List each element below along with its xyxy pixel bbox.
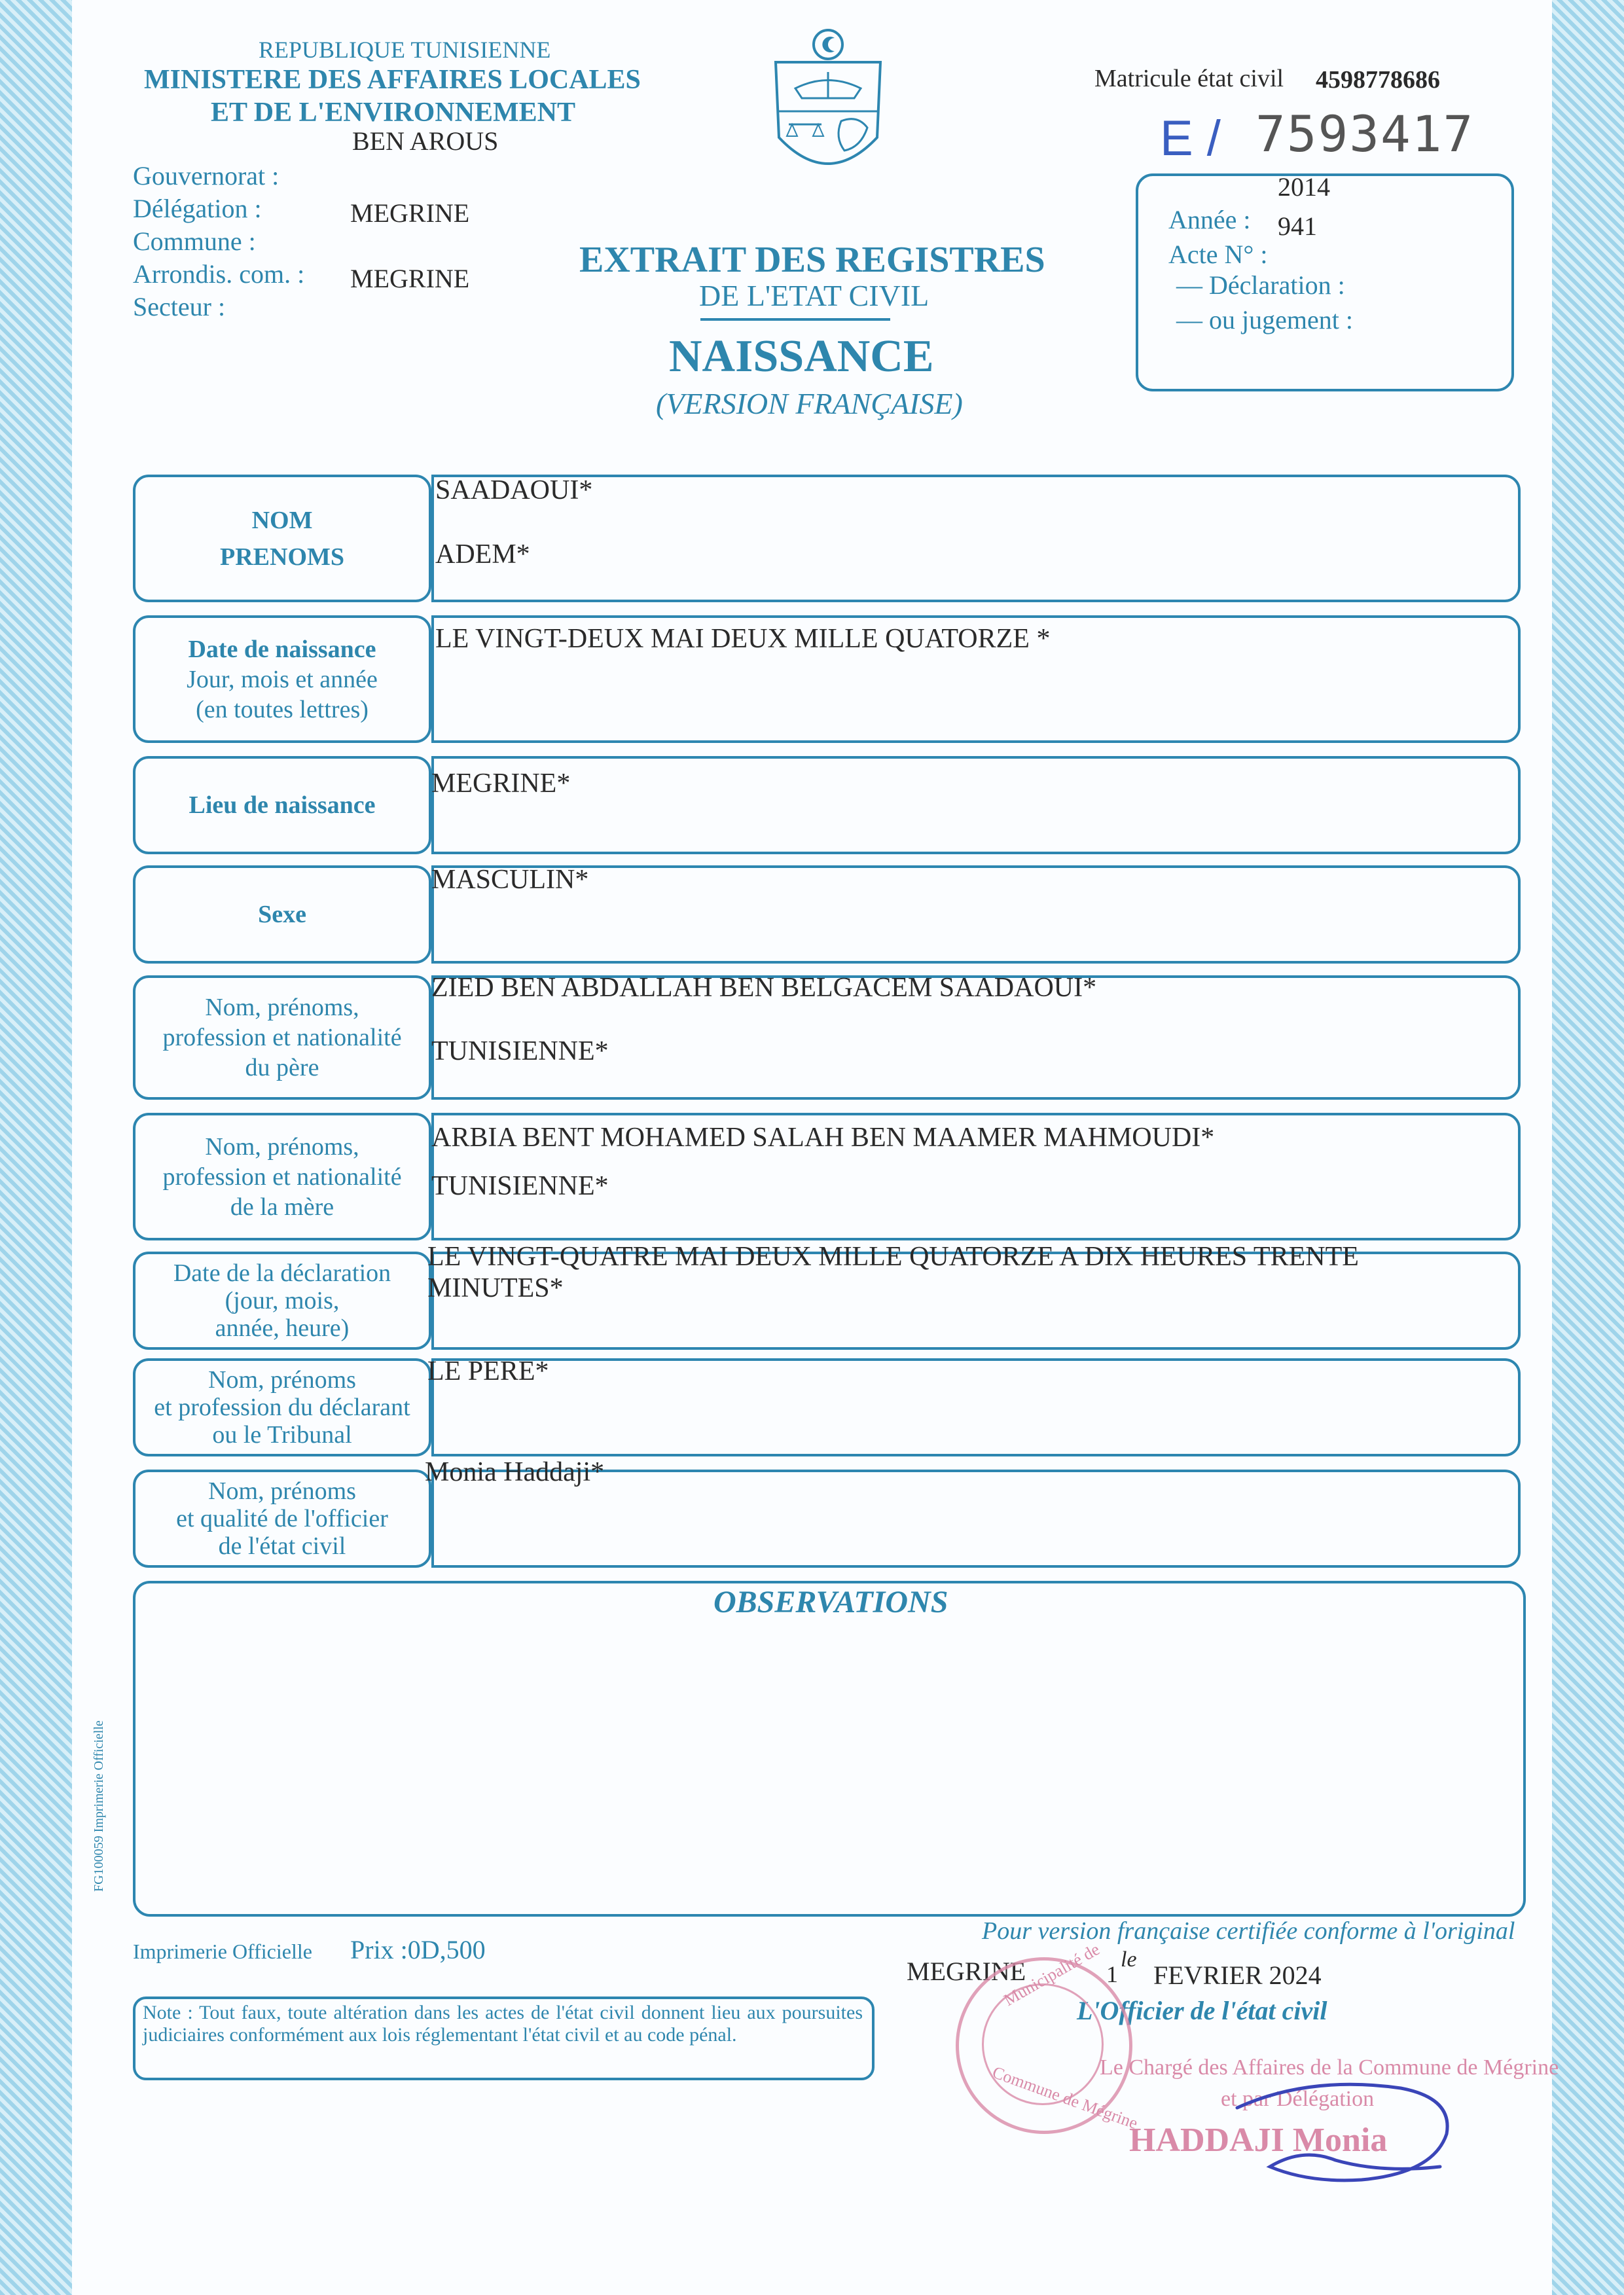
arrondis-value: MEGRINE [350,264,470,293]
title-extrait: EXTRAIT DES REGISTRES [579,240,1045,280]
date-day-value: 1 [1106,1961,1118,1987]
note-text: Note : Tout faux, toute altération dans les actes de l'état civil donnent lieu aux poursuites judiciaires conformément aux lois réglementant l'état civil et au code pénal. [143,2002,863,2046]
gouvernorat-label: Gouvernorat : [133,161,280,190]
row-label [133,615,431,743]
label-line: Jour, mois et année [187,665,378,693]
jugement-label: — ou jugement : [1176,305,1353,334]
date-value: FEVRIER 2024 [1153,1961,1322,1990]
label-line: année, heure) [215,1314,350,1342]
row-declarant [133,1358,1521,1456]
governorate-value: BEN AROUS [352,126,499,156]
serial-number: 7593417 [1255,105,1475,163]
printer-side-label: FG100059 Imprimerie Officielle [92,1720,106,1892]
coat-of-arms-emblem [763,26,893,196]
row-label [133,1252,431,1350]
row-date-naissance [133,615,1521,743]
acte-label: Acte N° : [1168,240,1268,269]
nom-value: SAADAOUI* [435,475,593,505]
row-nom-prenoms [133,475,1521,602]
matricule-value: 4598778686 [1316,66,1440,94]
observations-box [133,1581,1526,1917]
annee-label: Année : [1168,205,1251,234]
label-line: Date de naissance [188,635,376,663]
sexe-value: MASCULIN* [431,865,589,895]
serial-prefix: E / [1160,111,1221,166]
officier-value: Monia Haddaji* [425,1457,605,1487]
pere-nationalite-value: TUNISIENNE* [431,1036,609,1066]
row-officier [133,1457,1521,1568]
row-label [133,1113,431,1240]
matricule-label: Matricule état civil [1094,65,1284,92]
delegation-label: Délégation : [133,194,262,223]
secteur-label: Secteur : [133,292,226,321]
label-line: de l'état civil [218,1532,346,1560]
label-line: (en toutes lettres) [196,695,369,723]
label-line: Nom, prénoms [208,1477,356,1505]
label-line: et profession du déclarant [154,1394,410,1421]
label-line: profession et nationalité [162,1163,402,1191]
label-line: du père [245,1054,319,1081]
label-line: Sexe [258,901,306,928]
pere-value: ZIED BEN ABDALLAH BEN BELGACEM SAADAOUI* [431,973,1097,1003]
title-version: (VERSION FRANÇAISE) [656,387,963,420]
annee-value: 2014 [1278,172,1330,202]
row-field [431,865,1521,964]
label-line: Nom, prénoms, [205,994,359,1021]
label-line: (jour, mois, [225,1287,340,1314]
title-naissance: NAISSANCE [669,331,934,382]
label-line: Nom, prénoms, [205,1132,359,1161]
arrondis-label: Arrondis. com. : [133,259,305,289]
label-line: et qualité de l'officier [176,1505,388,1532]
acte-value: 941 [1278,211,1317,241]
label-line: ou le Tribunal [212,1421,352,1449]
stamp-name: HADDAJI Monia [1129,2122,1388,2159]
printer-label: Imprimerie Officielle [133,1940,312,1963]
row-label [133,865,431,964]
row-field [431,475,1521,602]
row-lieu-naissance [133,756,1521,854]
title-etat-civil: DE L'ETAT CIVIL [699,279,929,312]
declaration-value-cont: MINUTES* [427,1273,564,1303]
lieu-naissance-value: MEGRINE* [431,768,571,799]
commune-label: Commune : [133,226,256,256]
row-mere [133,1113,1521,1240]
decorative-border-left [0,0,72,2295]
label-line: PRENOMS [220,543,344,571]
decorative-border-right [1552,0,1624,2295]
prenoms-value: ADEM* [435,539,530,569]
officer-title: L'Officier de l'état civil [1077,1996,1327,2025]
stamp-line2: et par Délégation [1221,2087,1375,2111]
row-pere [133,975,1521,1100]
row-label [133,1358,431,1456]
row-field [431,1358,1521,1456]
declaration-label: — Déclaration : [1176,270,1345,300]
place-value: MEGRINE [907,1957,1026,1986]
ministry-line1: MINISTERE DES AFFAIRES LOCALES [144,65,641,95]
republic-label: REPUBLIQUE TUNISIENNE [259,37,551,63]
certified-label: Pour version française certifiée conforme à l'original [982,1917,1515,1945]
label-line: profession et nationalité [162,1024,402,1051]
label-line: NOM [251,506,313,534]
row-declaration [133,1242,1521,1350]
stamp-line1: Le Chargé des Affaires de la Commune de Mégrine [1100,2055,1559,2080]
row-field [431,756,1521,854]
date-naissance-value: LE VINGT-DEUX MAI DEUX MILLE QUATORZE * [435,624,1051,654]
title-underline [700,318,890,321]
price-label: Prix :0D,500 [350,1935,486,1964]
le-label: le [1121,1947,1137,1972]
row-label [133,975,431,1100]
label-line: Nom, prénoms [208,1366,356,1394]
label-line: Date de la déclaration [173,1259,391,1287]
ministry-line2: ET DE L'ENVIRONNEMENT [211,98,575,128]
label-line: Lieu de naissance [189,791,376,819]
row-label [133,475,431,602]
row-sexe [133,865,1521,964]
delegation-value: MEGRINE [350,198,470,228]
row-label [133,756,431,854]
declaration-value: LE VINGT-QUATRE MAI DEUX MILLE QUATORZE A DIX HEURES TRENTE [427,1242,1359,1272]
stamp-ring-top: Municipalité de [1000,1940,1103,2010]
mere-nationalite-value: TUNISIENNE* [431,1171,609,1201]
observations-title: OBSERVATIONS [713,1585,948,1619]
stamp-ring-bottom: Commune de Mégrine [990,2062,1141,2133]
declarant-value: LE PERE* [427,1356,549,1386]
mere-value: ARBIA BENT MOHAMED SALAH BEN MAAMER MAHMOUDI* [431,1123,1215,1153]
handwritten-signature [1231,2069,1473,2199]
row-label [133,1470,431,1568]
label-line: de la mère [230,1193,334,1221]
